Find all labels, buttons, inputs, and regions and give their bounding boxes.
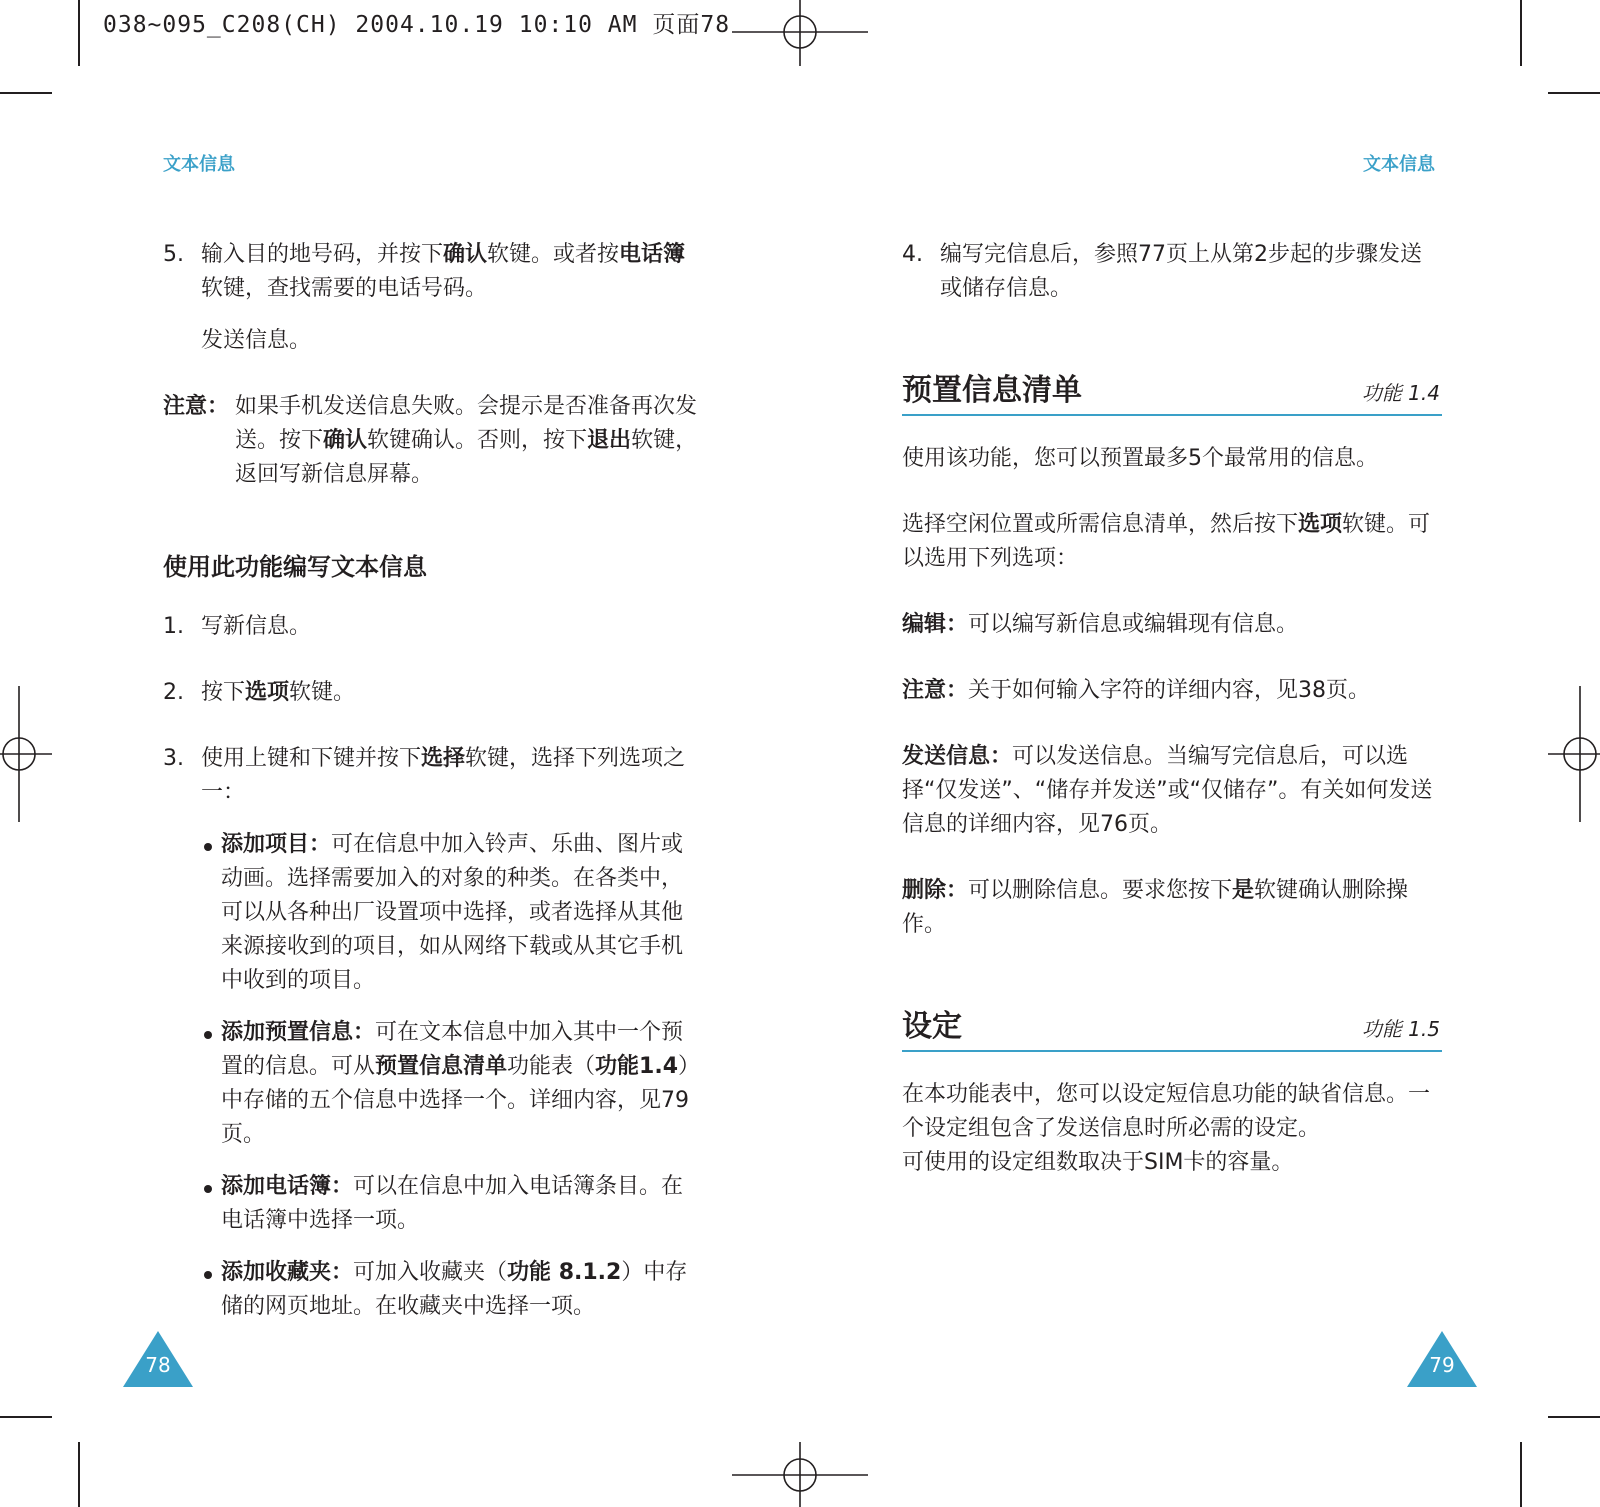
section-preset-header: [902, 368, 1442, 410]
settings-sim-note: 可使用的设定组数取决于SIM卡的容量。: [902, 1150, 1294, 1175]
page-number-left: 78: [145, 1353, 171, 1377]
note-send-failed: 注意： 如果手机发送信息失败。会提示是否准备再次发送。按下确认软键确认。否则，按下退出软键，返回写新信息屏幕。: [163, 394, 698, 487]
section-preset-func: 功能 1.4: [1361, 381, 1440, 405]
step-2: 2. 按下选项软键。: [163, 680, 356, 705]
print-slug: 038~095_C208(CH) 2004.10.19 10:10 AM 页面78: [103, 12, 731, 38]
step-1: 1. 写新信息。: [163, 614, 312, 639]
option-edit: 编辑：可以编写新信息或编辑现有信息。: [902, 612, 1299, 637]
section-settings-func: 功能 1.5: [1361, 1017, 1440, 1041]
bullet-add-favorites: 添加收藏夹：可加入收藏夹（功能 8.1.2）中存储的网页地址。在收藏夹中选择一项。: [163, 1256, 703, 1324]
section-rule: [902, 1050, 1442, 1052]
section-settings-header: [902, 1004, 1442, 1046]
option-note: 注意：关于如何输入字符的详细内容，见38页。: [902, 678, 1371, 703]
step-5: 5. 输入目的地号码，并按下确认软键。或者按电话簿软键，查找需要的电话号码。: [163, 242, 686, 301]
section-settings-title: 设定: [902, 1009, 962, 1044]
section-preset-title: 预置信息清单: [902, 373, 1082, 408]
step-3: 3. 使用上键和下键并按下选择软键，选择下列选项之一：: [163, 746, 686, 805]
preset-description: 使用该功能，您可以预置最多5个最常用的信息。: [902, 446, 1378, 471]
option-send: 发送信息：可以发送信息。当编写完信息后，可以选择“仅发送”、“储存并发送”或“仅储存”。有关如何发送信息的详细内容，见76页。: [902, 744, 1433, 837]
right-page: [902, 238, 1442, 1180]
running-head-right: 文本信息: [1363, 154, 1435, 175]
left-page: [163, 238, 703, 1324]
bullet-add-item: 添加项目：可在信息中加入铃声、乐曲、图片或动画。选择需要加入的对象的种类。在各类中，可以从各种出厂设置项中选择，或者选择从其他来源接收到的项目，如从网络下载或从其它手机中收到的项目。: [163, 828, 703, 998]
bullet-add-preset: 添加预置信息：可在文本信息中加入其中一个预置的信息。可从预置信息清单功能表（功能1.4）中存储的五个信息中选择一个。详细内容，见79页。: [163, 1016, 703, 1152]
running-head-left: 文本信息: [163, 154, 235, 175]
send-message-text: 发送信息。: [201, 328, 312, 353]
bullet-add-phonebook: 添加电话簿：可以在信息中加入电话簿条目。在电话簿中选择一项。: [163, 1170, 703, 1238]
option-delete: 删除：可以删除信息。要求您按下是软键确认删除操作。: [902, 878, 1409, 937]
section-rule: [902, 414, 1442, 416]
page-number-right: 79: [1429, 1353, 1455, 1377]
section-heading: 使用此功能编写文本信息: [163, 553, 427, 581]
settings-description: 在本功能表中，您可以设定短信息功能的缺省信息。一个设定组包含了发送信息时所必需的设定。: [902, 1082, 1431, 1141]
preset-instructions: 选择空闲位置或所需信息清单，然后按下选项软键。可以选用下列选项：: [902, 512, 1431, 571]
step-4: 4. 编写完信息后，参照77页上从第2步起的步骤发送或储存信息。: [902, 242, 1422, 301]
